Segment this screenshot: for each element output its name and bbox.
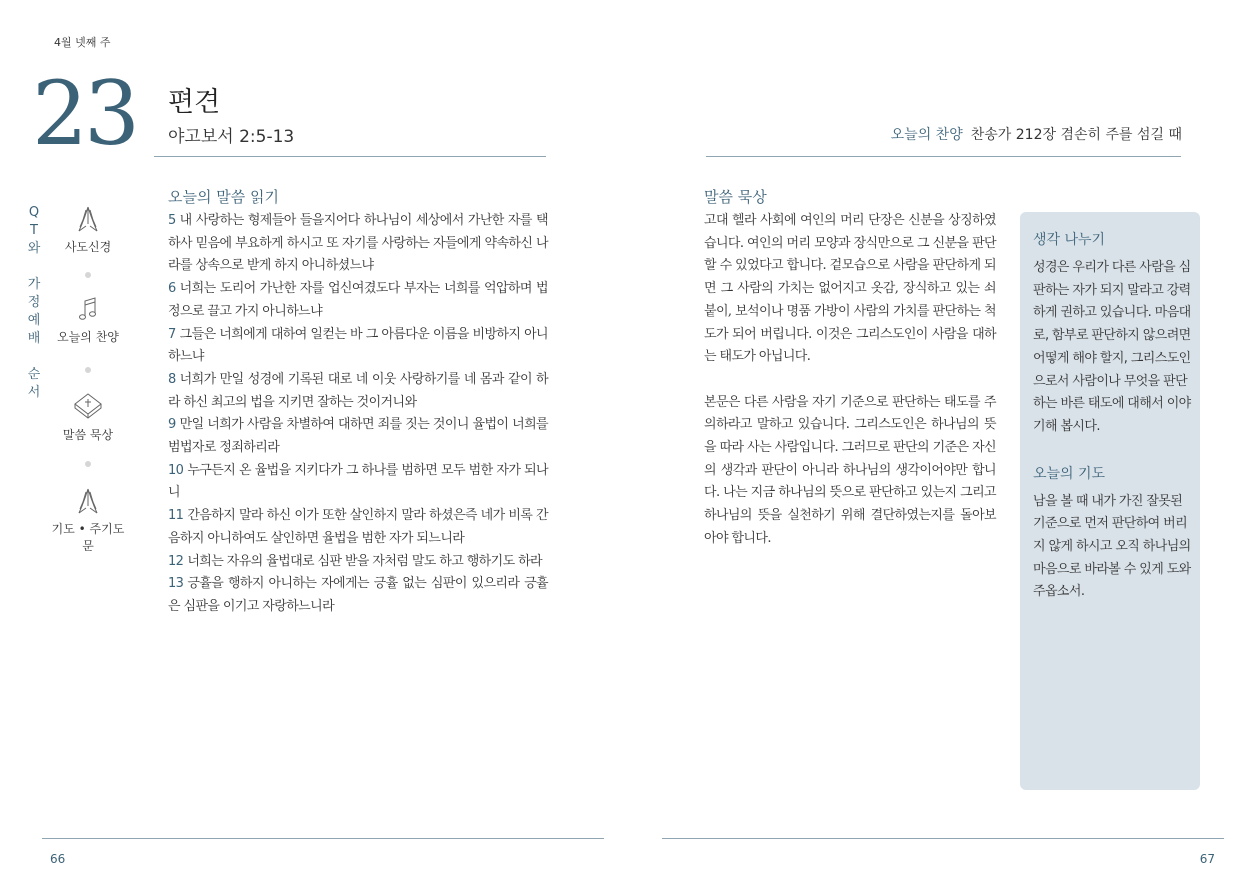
hymn-text: 찬송가 212장 겸손히 주를 섬길 때: [970, 127, 1182, 143]
prayer-heading: 오늘의 기도: [1033, 465, 1106, 482]
verse-number: 12: [168, 553, 184, 569]
meditation-text: [704, 210, 996, 573]
verse-number: 11: [168, 508, 184, 524]
week-label: 4월 넷째 주: [54, 36, 111, 49]
sidebar-item-label: 사도신경: [64, 240, 112, 254]
verse: [168, 369, 548, 414]
page-number-right: 67: [1199, 852, 1215, 866]
separator-dot: [85, 461, 91, 467]
praying-hands-icon: [73, 486, 103, 516]
verse: [168, 278, 548, 323]
verse: [168, 460, 548, 505]
footer-rule-right: [662, 838, 1224, 839]
verse: [168, 551, 548, 574]
vertical-char: T: [30, 223, 38, 238]
vertical-char: Q: [28, 205, 40, 220]
verse: [168, 573, 548, 618]
vertical-char: 예: [27, 313, 41, 328]
verse-text: 너희는 도리어 가난한 자를 업신여겼도다 부자는 너희를 억압하며 법정으로 끌고 가지 아니하느냐: [168, 281, 548, 319]
header-rule-right: [706, 156, 1181, 157]
praying-hands-icon: [73, 204, 103, 234]
day-number: 23: [32, 62, 136, 165]
bible-icon: [71, 390, 105, 422]
sidebar-item-creed: [48, 204, 128, 255]
verse: [168, 505, 548, 550]
verse-number: 9: [168, 417, 176, 433]
header-rule-left: [154, 156, 546, 157]
verse-text: 내 사랑하는 형제들아 들을지어다 하나님이 세상에서 가난한 자를 택하사 믿음에 부요하게 하시고 또 자기를 사랑하는 자들에게 약속하신 나라를 상속으로 받게 하지 아니하셨느냐: [168, 213, 548, 274]
verse-number: 8: [168, 371, 176, 387]
vertical-char: 와: [27, 241, 41, 256]
verse-number: 6: [168, 281, 176, 297]
meditation-heading: 말씀 묵상: [704, 188, 767, 206]
meditation-paragraph: 본문은 다른 사람을 자기 기준으로 판단하는 태도를 주의하라고 말하고 있습니다. 그리스도인은 하나님의 뜻을 따라 사는 사람입니다. 그러므로 판단의 기준은 자신의 생각과 판단이 아니라 하나님의 생각이어야만 합니다. 나는 지금 하나님의 뜻으로 판단하고 있는지 그리고 하나님의 뜻을 실천하기 위해 결단하였는지를 돌아보아야 합니다.: [704, 394, 996, 546]
verse-text: 만일 너희가 사람을 차별하여 대하면 죄를 짓는 것이니 율법이 너희를 범법자로 정죄하리라: [168, 417, 548, 456]
sidebar-item-label: 기도 • 주기도문: [51, 522, 125, 553]
separator-dot: [85, 367, 91, 373]
music-note-icon: [73, 296, 103, 324]
verse-number: 7: [168, 326, 176, 342]
scripture-reference: 야고보서 2:5-13: [168, 127, 295, 147]
verse-text: 너희는 자유의 율법대로 심판 받을 자처럼 말도 하고 행하기도 하라: [187, 553, 543, 569]
page-title: 편견: [168, 87, 221, 118]
verse: [168, 324, 548, 369]
vertical-section-title: [24, 204, 44, 402]
verse: [168, 210, 548, 278]
vertical-char: 정: [27, 295, 41, 310]
verse-text: 간음하지 말라 하신 이가 또한 살인하지 말라 하셨은즉 네가 비록 간음하지 아니하여도 살인하면 율법을 범한 자가 되느니라: [168, 508, 548, 546]
sidebar-item-meditation: [48, 390, 128, 443]
prayer-text: 남을 볼 때 내가 가진 잘못된 기준으로 먼저 판단하여 버리지 않게 하시고 오직 하나님의 마음으로 바라볼 수 있게 도와주옵소서.: [1033, 493, 1191, 600]
meditation-paragraph: 고대 헬라 사회에 여인의 머리 단장은 신분을 상징하였습니다. 여인의 머리 모양과 장식만으로 그 신분을 판단할 수 있었다고 합니다. 겉모습으로 사람을 판단하게 되면 그 사람의 가치는 없어지고 옷감, 장식하고 있는 쇠붙이, 보석이나 명품 가방이 사람의 가치를 판단하는 척도가 되어 버립니다. 이것은 그리스도인이 사람을 대하는 태도가 아닙니다.: [704, 213, 996, 365]
separator-dot: [85, 272, 91, 278]
hymn-line: [891, 124, 1182, 144]
sidebar-item-hymn: [48, 296, 128, 345]
footer-rule-left: [42, 838, 604, 839]
verse-number: 10: [168, 462, 184, 478]
scripture-text: [168, 210, 548, 619]
vertical-char: 배: [27, 331, 41, 346]
verse-number: 5: [168, 213, 176, 228]
sidebar-item-label: 말씀 묵상: [62, 428, 114, 442]
sharing-text: 성경은 우리가 다른 사람을 심판하는 자가 되지 말라고 강력하게 권하고 있습니다. 마음대로, 함부로 판단하지 않으려면 어떻게 해야 할지, 그리스도인으로서 사람이나 무엇을 판단하는 바른 태도에 대해서 이야기해 봅시다.: [1033, 260, 1191, 434]
sidebar-item-label: 오늘의 찬양: [57, 330, 119, 344]
vertical-char: 순: [27, 367, 41, 382]
verse-text: 그들은 너희에게 대하여 일컫는 바 그 아름다운 이름을 비방하지 아니하느냐: [168, 326, 548, 365]
scripture-heading: 오늘의 말씀 읽기: [168, 188, 279, 206]
sharing-box: [1020, 212, 1200, 790]
hymn-label: 오늘의 찬양: [890, 127, 963, 143]
verse-number: 13: [168, 576, 184, 592]
verse-text: 너희가 만일 성경에 기록된 대로 네 이웃 사랑하기를 네 몸과 같이 하라 하신 최고의 법을 지키면 잘하는 것이거니와: [168, 371, 548, 410]
vertical-char: 서: [27, 385, 41, 400]
verse-text: 누구든지 온 율법을 지키다가 그 하나를 범하면 모두 범한 자가 되나니: [168, 462, 548, 501]
page-number-left: 66: [50, 852, 66, 866]
verse: [168, 414, 548, 459]
sidebar-item-prayer: [48, 486, 128, 554]
sharing-heading: 생각 나누기: [1033, 232, 1106, 248]
vertical-char: 가: [27, 277, 41, 292]
verse-text: 긍휼을 행하지 아니하는 자에게는 긍휼 없는 심판이 있으리라 긍휼은 심판을 이기고 자랑하느니라: [168, 576, 548, 614]
